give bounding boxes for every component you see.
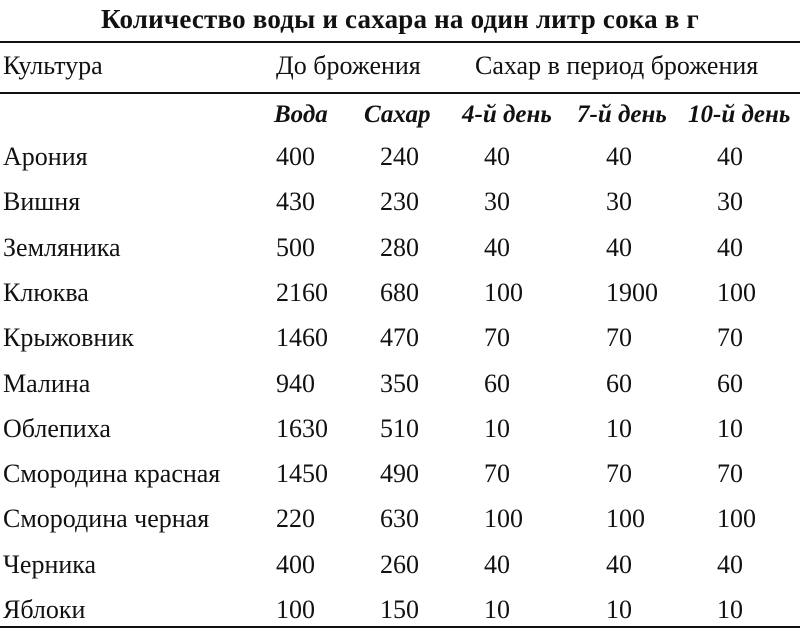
cell-sugar: 510: [380, 414, 419, 443]
table-row: [0, 141, 800, 186]
table-row: [0, 503, 800, 548]
cell-day10: 60: [717, 369, 743, 398]
cell-culture: Облепиха: [3, 414, 111, 443]
cell-day7: 10: [606, 595, 632, 624]
cell-culture: Смородина черная: [3, 504, 210, 533]
cell-day4: 10: [484, 595, 510, 624]
cell-water: 500: [276, 233, 315, 262]
header-rule: [0, 92, 800, 94]
cell-day4: 100: [484, 504, 523, 533]
cell-sugar: 350: [380, 369, 419, 398]
cell-day10: 70: [717, 323, 743, 352]
cell-day7: 60: [606, 369, 632, 398]
cell-water: 400: [276, 142, 315, 171]
table-row: [0, 368, 800, 413]
cell-culture: Смородина красная: [3, 459, 221, 488]
bottom-rule: [0, 626, 800, 628]
cell-culture: Малина: [3, 369, 91, 398]
cell-sugar: 260: [380, 550, 419, 579]
table-row: [0, 322, 800, 367]
cell-day10: 70: [717, 459, 743, 488]
cell-water: 1460: [276, 323, 328, 352]
cell-water: 430: [276, 187, 315, 216]
cell-day7: 70: [606, 459, 632, 488]
subheader-day7: 7-й день: [577, 101, 667, 128]
table-row: [0, 413, 800, 458]
table-row: [0, 458, 800, 503]
cell-day4: 40: [484, 550, 510, 579]
cell-day4: 100: [484, 278, 523, 307]
cell-water: 220: [276, 504, 315, 533]
cell-water: 400: [276, 550, 315, 579]
cell-day7: 40: [606, 233, 632, 262]
subheader-day4: 4-й день: [462, 101, 552, 128]
cell-day4: 70: [484, 323, 510, 352]
table-title: Количество воды и сахара на один литр сока в г: [101, 4, 699, 34]
cell-day4: 40: [484, 233, 510, 262]
cell-day10: 40: [717, 142, 743, 171]
cell-sugar: 680: [380, 278, 419, 307]
cell-sugar: 490: [380, 459, 419, 488]
cell-water: 1450: [276, 459, 328, 488]
cell-water: 2160: [276, 278, 328, 307]
cell-culture: Арония: [3, 142, 88, 171]
cell-day7: 10: [606, 414, 632, 443]
cell-sugar: 240: [380, 142, 419, 171]
cell-day10: 30: [717, 187, 743, 216]
cell-water: 940: [276, 369, 315, 398]
subheader-day10: 10-й день: [688, 101, 791, 128]
cell-day10: 10: [717, 414, 743, 443]
cell-culture: Вишня: [3, 187, 81, 216]
table-row: [0, 186, 800, 231]
cell-culture: Земляника: [3, 233, 121, 262]
cell-day10: 10: [717, 595, 743, 624]
cell-sugar: 230: [380, 187, 419, 216]
cell-culture: Яблоки: [3, 595, 86, 624]
cell-day4: 70: [484, 459, 510, 488]
subheader-water: Вода: [274, 101, 328, 128]
cell-day7: 40: [606, 550, 632, 579]
header-culture: Культура: [3, 51, 103, 80]
cell-day10: 100: [717, 278, 756, 307]
cell-sugar: 470: [380, 323, 419, 352]
cell-water: 100: [276, 595, 315, 624]
cell-sugar: 630: [380, 504, 419, 533]
table-row: [0, 549, 800, 594]
table-row: [0, 277, 800, 322]
cell-day7: 30: [606, 187, 632, 216]
table-row: [0, 232, 800, 277]
cell-day10: 100: [717, 504, 756, 533]
top-rule: [0, 41, 800, 43]
cell-day10: 40: [717, 233, 743, 262]
cell-day7: 1900: [606, 278, 658, 307]
table-row: [0, 594, 800, 639]
cell-culture: Клюква: [3, 278, 89, 307]
cell-culture: Черника: [3, 550, 97, 579]
cell-sugar: 150: [380, 595, 419, 624]
cell-day4: 10: [484, 414, 510, 443]
cell-day7: 40: [606, 142, 632, 171]
cell-day4: 60: [484, 369, 510, 398]
cell-day4: 30: [484, 187, 510, 216]
cell-culture: Крыжовник: [3, 323, 134, 352]
cell-day4: 40: [484, 142, 510, 171]
cell-day10: 40: [717, 550, 743, 579]
header-sugar-during-fermentation: Сахар в период брожения: [475, 51, 759, 80]
cell-day7: 70: [606, 323, 632, 352]
cell-day7: 100: [606, 504, 645, 533]
cell-water: 1630: [276, 414, 328, 443]
subheader-sugar: Сахар: [364, 101, 431, 128]
cell-sugar: 280: [380, 233, 419, 262]
header-before-fermentation: До брожения: [276, 51, 421, 80]
